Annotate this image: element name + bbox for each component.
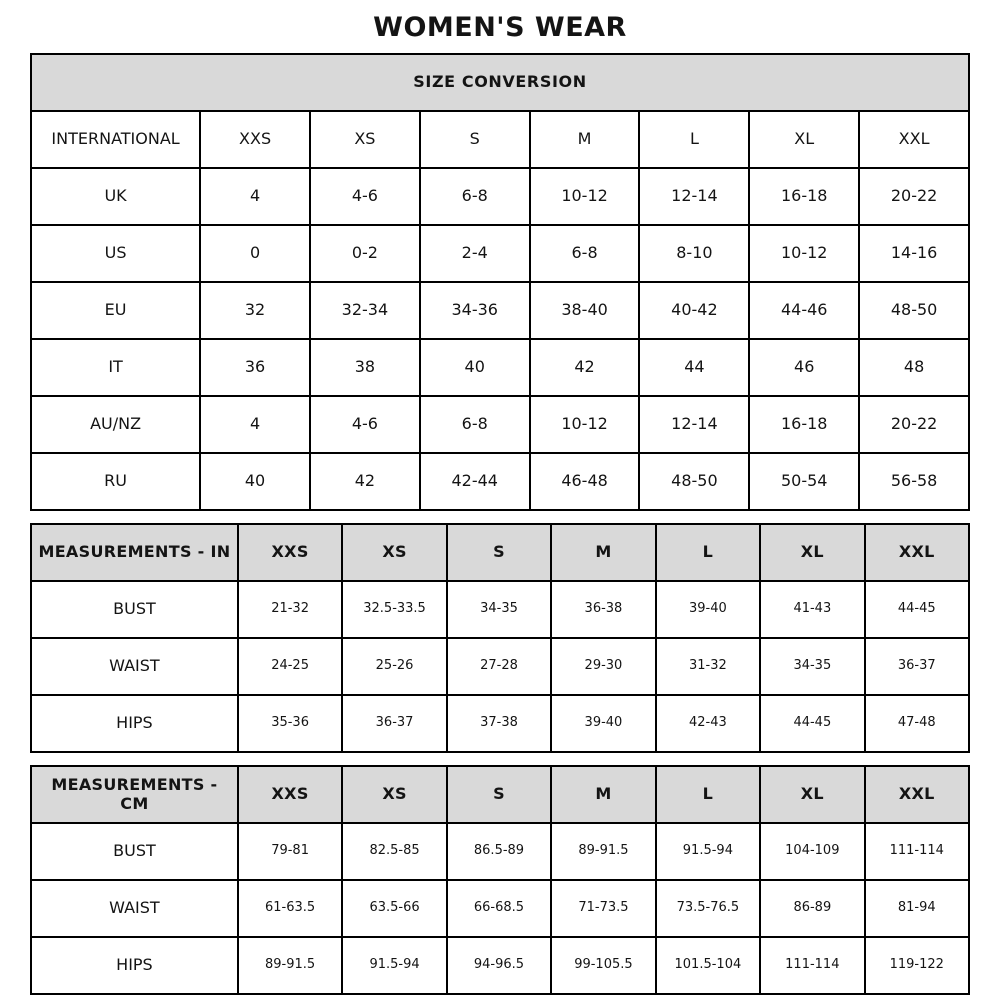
table-cell: 36-37 <box>866 639 968 694</box>
column-header: L <box>657 525 759 580</box>
table-cell: 61-63.5 <box>239 881 341 936</box>
table-cell: 41-43 <box>761 582 863 637</box>
measurements-cm-table <box>30 765 970 995</box>
table-cell: 46 <box>750 340 858 395</box>
table-header-banner: SIZE CONVERSION <box>32 55 968 110</box>
table-cell: 21-32 <box>239 582 341 637</box>
table-cell: 27-28 <box>448 639 550 694</box>
table-cell: 44-45 <box>761 696 863 751</box>
column-header: XL <box>761 767 863 822</box>
table-cell: 32 <box>201 283 309 338</box>
table-cell: 32.5-33.5 <box>343 582 445 637</box>
column-header: M <box>552 767 654 822</box>
table-cell: 10-12 <box>531 397 639 452</box>
table-cell: 38-40 <box>531 283 639 338</box>
table-cell: 91.5-94 <box>657 824 759 879</box>
row-label: EU <box>32 283 199 338</box>
table-cell: 48 <box>860 340 968 395</box>
table-cell: 111-114 <box>866 824 968 879</box>
row-label: BUST <box>32 582 237 637</box>
table-cell: 71-73.5 <box>552 881 654 936</box>
table-cell: 111-114 <box>761 938 863 993</box>
table-cell: 10-12 <box>750 226 858 281</box>
table-cell: 86.5-89 <box>448 824 550 879</box>
table-cell: 8-10 <box>640 226 748 281</box>
column-header: L <box>640 112 748 167</box>
table-cell: 38 <box>311 340 419 395</box>
column-header: XL <box>750 112 858 167</box>
table-cell: 20-22 <box>860 169 968 224</box>
table-cell: 16-18 <box>750 397 858 452</box>
table-cell: 44 <box>640 340 748 395</box>
table-cell: 36-37 <box>343 696 445 751</box>
table-cell: 46-48 <box>531 454 639 509</box>
row-label: RU <box>32 454 199 509</box>
table-cell: 12-14 <box>640 397 748 452</box>
table-cell: 48-50 <box>860 283 968 338</box>
table-cell: 40-42 <box>640 283 748 338</box>
table-cell: 42 <box>311 454 419 509</box>
table-cell: 44-46 <box>750 283 858 338</box>
table-cell: 82.5-85 <box>343 824 445 879</box>
column-header: XXS <box>201 112 309 167</box>
table-cell: 89-91.5 <box>239 938 341 993</box>
table-cell: 29-30 <box>552 639 654 694</box>
row-label: HIPS <box>32 938 237 993</box>
column-header: XS <box>343 525 445 580</box>
row-label: HIPS <box>32 696 237 751</box>
table-cell: 34-36 <box>421 283 529 338</box>
table-cell: 2-4 <box>421 226 529 281</box>
table-cell: 91.5-94 <box>343 938 445 993</box>
table-cell: 14-16 <box>860 226 968 281</box>
table-cell: 99-105.5 <box>552 938 654 993</box>
table-cell: 25-26 <box>343 639 445 694</box>
column-header: XXS <box>239 767 341 822</box>
table-cell: 39-40 <box>657 582 759 637</box>
column-header: XS <box>343 767 445 822</box>
column-header: M <box>552 525 654 580</box>
column-header: XXL <box>866 525 968 580</box>
table-cell: 86-89 <box>761 881 863 936</box>
column-header: M <box>531 112 639 167</box>
column-header: XXL <box>866 767 968 822</box>
table-cell: 4 <box>201 169 309 224</box>
column-header: INTERNATIONAL <box>32 112 199 167</box>
table-cell: 20-22 <box>860 397 968 452</box>
table-cell: 47-48 <box>866 696 968 751</box>
table-cell: 10-12 <box>531 169 639 224</box>
measurements-in-table <box>30 523 970 753</box>
table-header-label: MEASUREMENTS - IN <box>32 525 237 580</box>
table-cell: 50-54 <box>750 454 858 509</box>
column-header: S <box>448 525 550 580</box>
table-cell: 101.5-104 <box>657 938 759 993</box>
table-cell: 63.5-66 <box>343 881 445 936</box>
table-cell: 24-25 <box>239 639 341 694</box>
table-header-label: MEASUREMENTS - CM <box>32 767 237 822</box>
size-conversion-table <box>30 53 970 511</box>
row-label: AU/NZ <box>32 397 199 452</box>
column-header: XS <box>311 112 419 167</box>
page-title: WOMEN'S WEAR <box>373 12 627 43</box>
table-cell: 39-40 <box>552 696 654 751</box>
table-cell: 40 <box>201 454 309 509</box>
table-cell: 119-122 <box>866 938 968 993</box>
table-cell: 34-35 <box>761 639 863 694</box>
table-cell: 104-109 <box>761 824 863 879</box>
table-cell: 44-45 <box>866 582 968 637</box>
row-label: US <box>32 226 199 281</box>
table-cell: 81-94 <box>866 881 968 936</box>
table-cell: 16-18 <box>750 169 858 224</box>
table-cell: 36 <box>201 340 309 395</box>
table-cell: 37-38 <box>448 696 550 751</box>
table-cell: 42-43 <box>657 696 759 751</box>
table-cell: 0 <box>201 226 309 281</box>
table-cell: 42 <box>531 340 639 395</box>
table-cell: 56-58 <box>860 454 968 509</box>
row-label: WAIST <box>32 639 237 694</box>
table-cell: 6-8 <box>531 226 639 281</box>
column-header: XXS <box>239 525 341 580</box>
column-header: L <box>657 767 759 822</box>
table-cell: 48-50 <box>640 454 748 509</box>
table-cell: 6-8 <box>421 397 529 452</box>
table-cell: 40 <box>421 340 529 395</box>
table-cell: 4-6 <box>311 169 419 224</box>
column-header: S <box>421 112 529 167</box>
table-cell: 6-8 <box>421 169 529 224</box>
table-cell: 12-14 <box>640 169 748 224</box>
table-cell: 31-32 <box>657 639 759 694</box>
row-label: UK <box>32 169 199 224</box>
table-cell: 4 <box>201 397 309 452</box>
table-cell: 34-35 <box>448 582 550 637</box>
column-header: S <box>448 767 550 822</box>
column-header: XL <box>761 525 863 580</box>
table-cell: 0-2 <box>311 226 419 281</box>
table-cell: 73.5-76.5 <box>657 881 759 936</box>
table-cell: 42-44 <box>421 454 529 509</box>
table-cell: 32-34 <box>311 283 419 338</box>
row-label: WAIST <box>32 881 237 936</box>
table-cell: 79-81 <box>239 824 341 879</box>
table-cell: 35-36 <box>239 696 341 751</box>
table-cell: 36-38 <box>552 582 654 637</box>
table-cell: 66-68.5 <box>448 881 550 936</box>
column-header: XXL <box>860 112 968 167</box>
table-cell: 4-6 <box>311 397 419 452</box>
table-cell: 89-91.5 <box>552 824 654 879</box>
row-label: IT <box>32 340 199 395</box>
table-cell: 94-96.5 <box>448 938 550 993</box>
row-label: BUST <box>32 824 237 879</box>
